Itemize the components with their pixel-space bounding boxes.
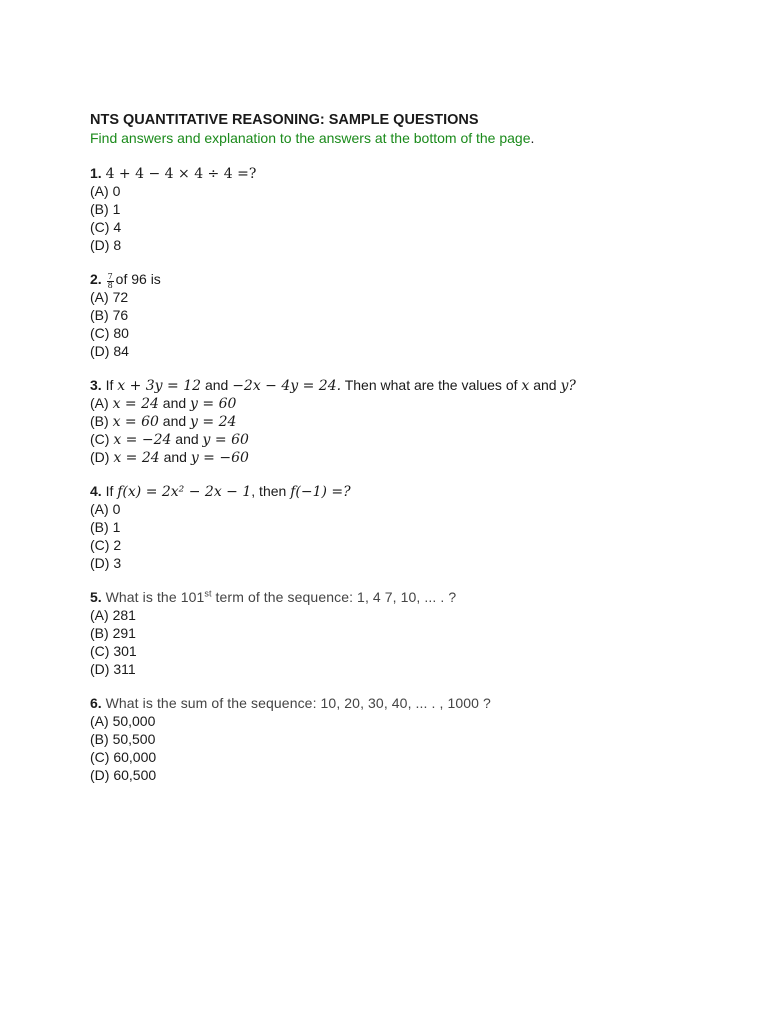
option-value: 72 [112,289,129,305]
option-label: (A) [90,183,109,199]
option-b [90,200,710,218]
question-2 [90,270,710,360]
option-label: (C) [90,749,110,765]
question-4 [90,482,710,572]
option-and: and [163,449,187,465]
equation-1: x + 3y = 12 [117,378,202,394]
option-value: 60,500 [113,767,157,783]
question-1 [90,164,710,254]
option-y: y = −60 [190,450,249,466]
ordinal-suffix: st [204,588,212,599]
function-evaluation: f(−1) =? [290,484,351,500]
option-x: x = −24 [113,432,172,448]
option-value: 0 [112,501,121,517]
question-stem [90,376,710,394]
option-value: 76 [112,307,129,323]
then-text: , then [251,483,287,499]
option-a [90,182,710,200]
option-value: 80 [113,325,129,341]
option-x: x = 24 [112,396,159,412]
option-d [90,448,710,466]
option-label: (C) [90,325,110,341]
option-label: (A) [90,501,109,517]
option-b [90,624,710,642]
question-text [106,589,457,605]
question-6 [90,694,710,784]
question-stem [90,482,710,500]
option-value: 281 [112,607,136,623]
option-value: 50,500 [112,731,156,747]
option-y: y = 60 [202,432,249,448]
document-body [90,111,710,800]
question-stem [90,270,710,288]
option-c [90,430,710,448]
variable-x: x [521,378,530,394]
question-5 [90,588,710,678]
option-and: and [162,413,187,429]
option-c [90,748,710,766]
option-value: 84 [113,343,129,359]
question-number: 5. [90,589,102,605]
option-label: (D) [90,343,110,359]
option-label: (B) [90,625,109,641]
option-b [90,518,710,536]
option-value: 60,000 [113,749,157,765]
option-c [90,218,710,236]
option-label: (D) [90,449,110,465]
question-stem [90,694,710,712]
question-text: of 96 is [115,271,161,287]
and-word: and [533,377,557,393]
option-value: 3 [113,555,122,571]
question-number: 3. [90,377,102,393]
function-expression: f(x) = 2x² − 2x − 1 [117,484,252,500]
option-value: 291 [112,625,136,641]
option-label: (A) [90,395,109,411]
option-d [90,766,710,784]
option-value: 1 [112,519,121,535]
option-label: (C) [90,219,110,235]
variable-y: y? [560,378,576,394]
option-d [90,342,710,360]
option-c [90,324,710,342]
option-b [90,730,710,748]
option-d [90,236,710,254]
and-word: and [204,377,229,393]
option-label: (B) [90,519,109,535]
option-label: (B) [90,201,109,217]
option-label: (A) [90,607,109,623]
option-label: (B) [90,731,109,747]
question-number: 2. [90,271,102,287]
option-c [90,536,710,554]
option-and: and [162,395,187,411]
question-text-pre: What is the 101 [105,589,205,605]
option-label: (C) [90,643,110,659]
page-title: NTS QUANTITATIVE REASONING: SAMPLE QUESTIONS [90,112,479,128]
option-label: (A) [90,289,109,305]
question-number: 1. [90,165,102,181]
if-word: If [105,377,114,393]
option-label: (A) [90,713,109,729]
option-value: 8 [113,237,122,253]
subtitle-text: Find answers and explanation to the answers at the bottom of the page [90,130,531,146]
question-3 [90,376,710,466]
option-a [90,712,710,730]
option-value: 50,000 [112,713,156,729]
math-expression: 4 + 4 − 4 × 4 ÷ 4 =? [105,166,257,182]
if-word: If [105,483,114,499]
option-value: 1 [112,201,121,217]
option-c [90,642,710,660]
option-value: 0 [112,183,121,199]
question-text: What is the sum of the sequence: 10, 20, 30, 40, ... . , 1000 ? [105,695,491,711]
option-label: (B) [90,307,109,323]
option-x: x = 24 [113,450,160,466]
subtitle-period: . [530,130,535,146]
then-text: Then what are the values of [344,377,518,393]
question-stem [90,164,710,182]
question-number: 6. [90,695,102,711]
option-a [90,288,710,306]
option-y: y = 60 [190,396,237,412]
option-a [90,500,710,518]
option-x: x = 60 [112,414,159,430]
option-a [90,606,710,624]
option-value: 301 [113,643,137,659]
option-d [90,554,710,572]
page-subtitle [90,129,710,147]
option-value: 311 [113,661,136,677]
option-label: (B) [90,413,109,429]
option-and: and [175,431,199,447]
fraction-numerator: 7 [107,272,113,281]
question-text-post: term of the sequence: 1, 4 7, 10, ... . ? [211,589,457,605]
question-stem [90,588,710,606]
option-value: 2 [113,537,122,553]
option-y: y = 24 [190,414,237,430]
option-label: (D) [90,661,110,677]
option-label: (D) [90,555,110,571]
option-d [90,660,710,678]
option-a [90,394,710,412]
option-label: (D) [90,237,110,253]
option-b [90,306,710,324]
option-label: (C) [90,537,110,553]
option-value: 4 [113,219,122,235]
option-label: (D) [90,767,110,783]
option-label: (C) [90,431,110,447]
fraction-denominator: 8 [107,281,113,290]
equation-2: −2x − 4y = 24. [232,378,342,394]
option-b [90,412,710,430]
question-number: 4. [90,483,102,499]
